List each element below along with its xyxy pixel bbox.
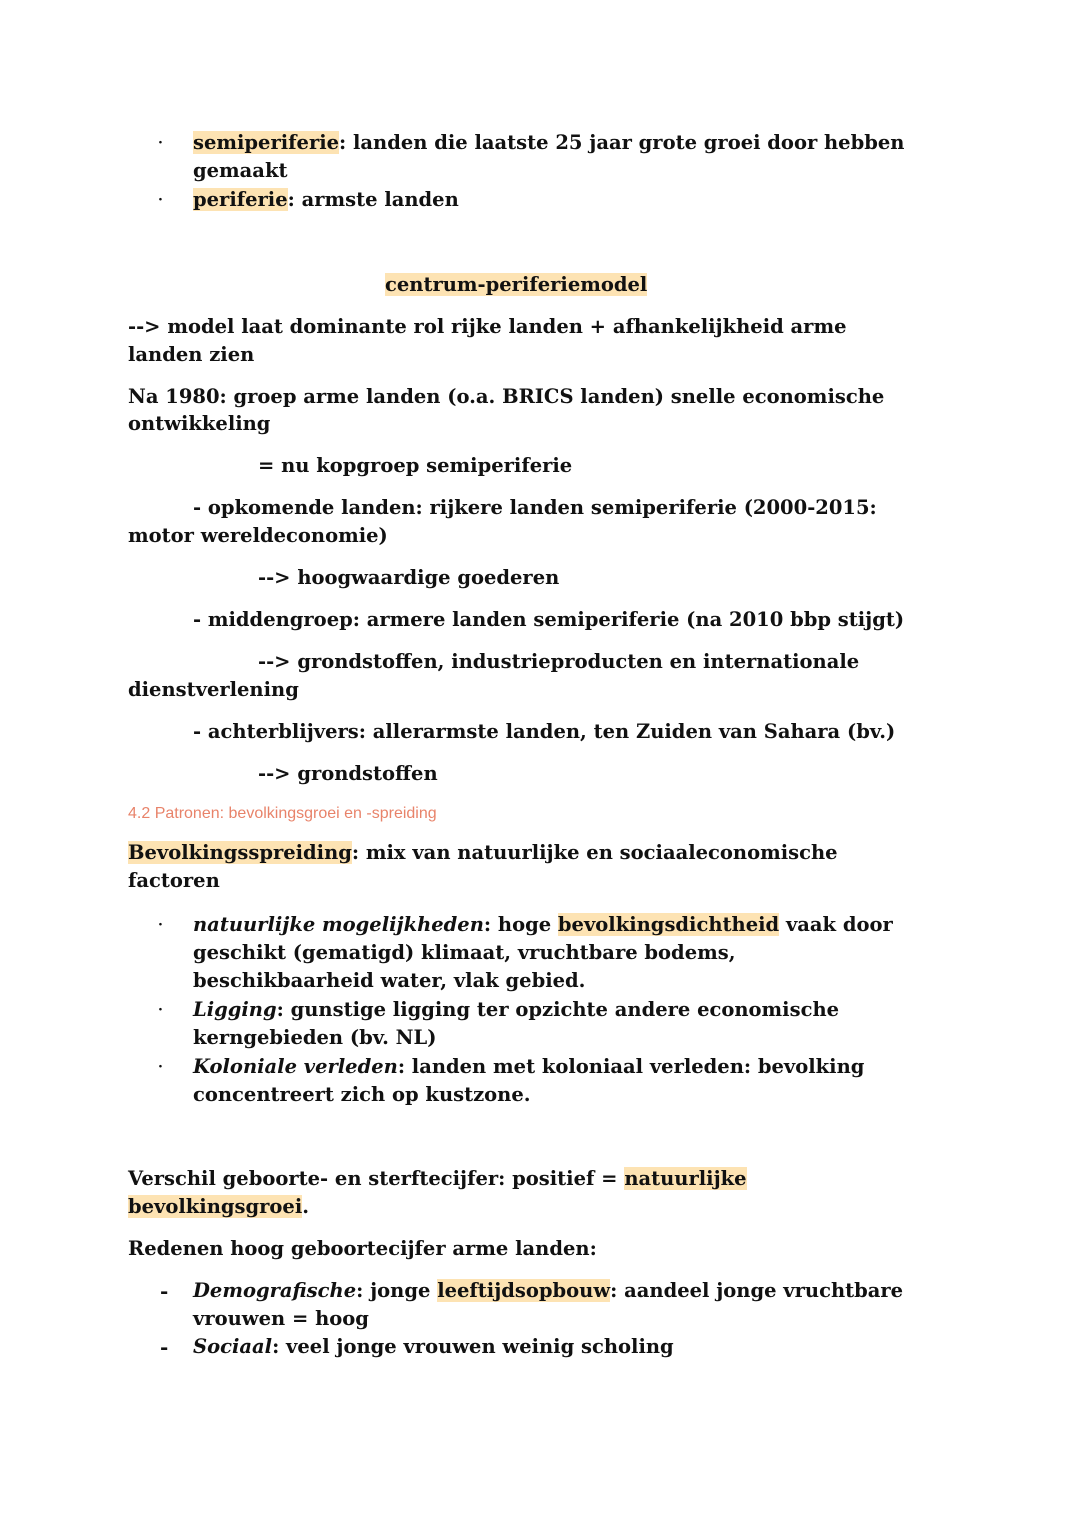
highlighted-term: bevolkingsgroei [128, 1195, 303, 1218]
text-line [128, 342, 254, 368]
text-segment: Na 1980: groep arme landen (o.a. BRICS landen) snelle economische [128, 385, 885, 408]
text-segment: vrouwen = hoog [193, 1307, 369, 1330]
text-segment: concentreert zich op kustzone. [193, 1083, 531, 1106]
text-segment: : armere landen semiperiferie (na 2010 bbp stijgt) [352, 608, 905, 631]
text-segment: factoren [128, 869, 220, 892]
text-line [128, 384, 884, 410]
highlighted-term: natuurlijke [624, 1167, 747, 1190]
text-segment: : jonge [356, 1279, 438, 1302]
text-line [193, 1025, 436, 1051]
bullet-marker: · [158, 917, 163, 933]
text-line [193, 968, 585, 994]
bullet-marker: - [160, 1335, 169, 1359]
bullet-marker: · [158, 1059, 163, 1075]
text-segment: natuurlijke mogelijkheden [193, 913, 484, 936]
text-line [128, 1194, 309, 1220]
text-segment: - achterblijvers [193, 720, 359, 743]
text-segment: --> model laat dominante rol rijke landen + afhankelijkheid arme [128, 315, 847, 338]
text-line [193, 1278, 903, 1304]
section-heading: 4.2 Patronen: bevolkingsgroei en -spreiding [128, 805, 437, 822]
text-segment: --> grondstoffen, industrieproducten en internationale [258, 650, 860, 673]
highlighted-term: semiperiferie [193, 131, 340, 154]
text-segment: : gunstige ligging ter opzichte andere economische [276, 998, 840, 1021]
text-segment: : allerarmste landen, ten Zuiden van Sahara (bv.) [358, 720, 896, 743]
text-segment: : aandeel jonge vruchtbare [610, 1279, 904, 1302]
text-line [193, 607, 904, 633]
text-line [128, 868, 220, 894]
text-line [193, 940, 736, 966]
text-segment: ontwikkeling [128, 412, 271, 435]
text-line [258, 649, 859, 675]
text-line [193, 719, 895, 745]
text-line [258, 565, 559, 591]
text-segment: beschikbaarheid water, vlak gebied. [193, 969, 586, 992]
text-line [193, 1082, 531, 1108]
highlighted-term: bevolkingsdichtheid [557, 913, 780, 936]
text-line [385, 272, 647, 298]
highlighted-term: centrum-periferiemodel [385, 273, 648, 296]
text-line [128, 411, 270, 437]
text-segment: : armste landen [287, 188, 459, 211]
text-segment: : landen met koloniaal verleden: bevolking [397, 1055, 865, 1078]
text-line [193, 1306, 369, 1332]
text-segment: : mix van natuurlijke en sociaaleconomische [351, 841, 838, 864]
text-line [128, 1236, 597, 1262]
bullet-marker: · [158, 1002, 163, 1018]
text-segment: = nu kopgroep semiperiferie [258, 454, 573, 477]
text-segment: Verschil geboorte- en sterftecijfer: positief = [128, 1167, 625, 1190]
text-segment: : rijkere landen semiperiferie (2000-2015: [415, 496, 877, 519]
text-segment: Koloniale verleden [193, 1055, 398, 1078]
highlighted-term: Bevolkingsspreiding [128, 841, 352, 864]
text-segment: Sociaal [193, 1335, 273, 1358]
text-line [258, 453, 572, 479]
text-line [193, 1334, 674, 1360]
text-line [128, 1166, 747, 1192]
text-segment: geschikt (gematigd) klimaat, vruchtbare bodems, [193, 941, 736, 964]
text-segment: : landen die laatste 25 jaar grote groei door hebben [339, 131, 905, 154]
text-line [193, 997, 839, 1023]
text-segment: vaak door [779, 913, 893, 936]
text-line [193, 158, 287, 184]
highlighted-term: periferie [193, 188, 288, 211]
text-segment: : hoge [483, 913, 558, 936]
bullet-marker: · [158, 135, 163, 151]
highlighted-term: leeftijdsopbouw [437, 1279, 611, 1302]
text-line [128, 840, 838, 866]
text-segment: gemaakt [193, 159, 288, 182]
text-segment: landen zien [128, 343, 255, 366]
text-segment: --> hoogwaardige goederen [258, 566, 560, 589]
text-line [193, 130, 904, 156]
bullet-marker: · [158, 192, 163, 208]
text-line [128, 677, 299, 703]
text-segment: kerngebieden (bv. NL) [193, 1026, 437, 1049]
text-line [258, 761, 438, 787]
text-line [193, 1054, 864, 1080]
text-segment: motor wereldeconomie) [128, 524, 388, 547]
text-line [128, 523, 388, 549]
text-line [193, 187, 459, 213]
text-segment: --> grondstoffen [258, 762, 438, 785]
text-segment: Ligging [193, 998, 277, 1021]
text-segment: Redenen hoog geboortecijfer arme landen: [128, 1237, 597, 1260]
text-segment: - middengroep [193, 608, 353, 631]
bullet-marker: - [160, 1279, 169, 1303]
text-segment: dienstverlening [128, 678, 299, 701]
text-line [193, 495, 877, 521]
text-line [193, 912, 893, 938]
text-line [128, 314, 847, 340]
text-segment: Demografische [193, 1279, 357, 1302]
text-segment: . [302, 1195, 310, 1218]
text-segment: : veel jonge vrouwen weinig scholing [272, 1335, 674, 1358]
text-segment: - opkomende landen [193, 496, 416, 519]
